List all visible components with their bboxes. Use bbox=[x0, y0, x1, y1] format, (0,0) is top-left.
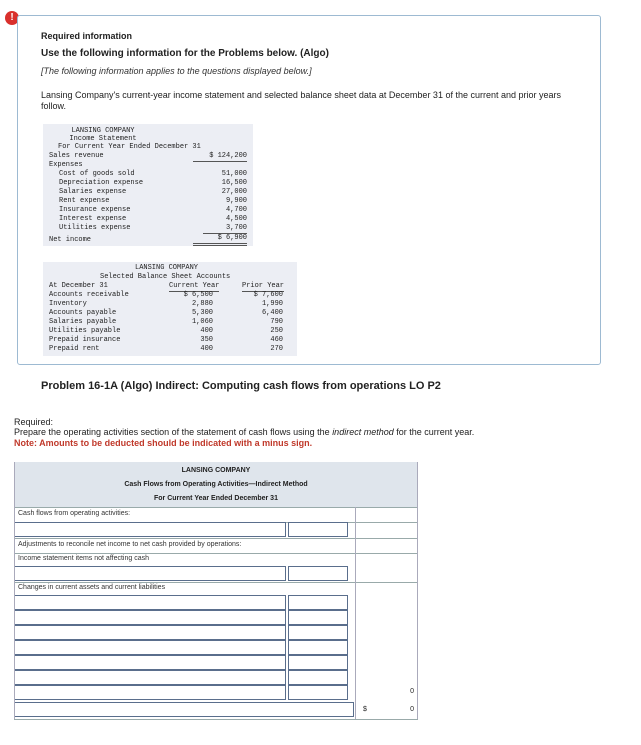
description-input[interactable] bbox=[14, 566, 286, 581]
change-row bbox=[14, 610, 418, 625]
bs-row-prior: 790 bbox=[270, 318, 283, 326]
amount-input[interactable] bbox=[288, 595, 348, 610]
total-currency: $ bbox=[363, 706, 367, 713]
bs-row-current: 5,300 bbox=[191, 309, 213, 317]
intro-text: Lansing Company's current-year income statement and selected balance sheet data at December 31 of the current and prior years follow. bbox=[41, 90, 562, 111]
description-input[interactable] bbox=[14, 625, 286, 640]
table-company: LANSING COMPANY bbox=[181, 467, 251, 474]
alert-icon: ! bbox=[5, 11, 19, 25]
problem-title: Problem 16-1A (Algo) Indirect: Computing cash flows from operations LO P2 bbox=[41, 380, 441, 392]
bs-title: Selected Balance Sheet Accounts bbox=[100, 273, 231, 281]
expense-label: Depreciation expense bbox=[59, 179, 144, 187]
applies-note: [The following information applies to the questions displayed below.] bbox=[41, 66, 312, 76]
use-line: Use the following information for the Problems below. (Algo) bbox=[41, 48, 329, 59]
bs-col-current: Current Year bbox=[169, 282, 220, 290]
description-input[interactable] bbox=[14, 640, 286, 655]
bs-col-date: At December 31 bbox=[49, 282, 108, 290]
bs-row-label: Inventory bbox=[49, 300, 87, 308]
section-noncash: Income statement items not affecting cash bbox=[18, 555, 149, 562]
total-description-input[interactable] bbox=[14, 702, 354, 717]
bs-row-label: Utilities payable bbox=[49, 327, 121, 335]
change-row bbox=[14, 670, 418, 685]
description-input[interactable] bbox=[14, 610, 286, 625]
amount-input[interactable] bbox=[288, 625, 348, 640]
is-period: For Current Year Ended December 31 bbox=[58, 143, 201, 151]
expense-value: 51,000 bbox=[221, 170, 247, 178]
total-value: 0 bbox=[410, 706, 414, 713]
sales-value: $ 124,200 bbox=[193, 152, 247, 162]
cash-flow-answer-table bbox=[14, 462, 418, 725]
bs-row-label: Accounts receivable bbox=[49, 291, 129, 299]
change-row bbox=[14, 685, 418, 700]
expense-value: 3,700 bbox=[203, 224, 247, 234]
expense-value: 27,000 bbox=[221, 188, 247, 196]
bs-row-current: 400 bbox=[200, 327, 213, 335]
bs-row-current: 400 bbox=[200, 345, 213, 353]
net-income-row bbox=[14, 522, 418, 537]
bs-row-current: 2,880 bbox=[191, 300, 213, 308]
bs-company: LANSING COMPANY bbox=[135, 264, 199, 272]
change-row bbox=[14, 625, 418, 640]
expense-label: Insurance expense bbox=[59, 206, 131, 214]
amount-input[interactable] bbox=[288, 670, 348, 685]
description-input[interactable] bbox=[14, 522, 286, 537]
section-cash-flows: Cash flows from operating activities: bbox=[18, 510, 131, 517]
bs-row-prior: 460 bbox=[270, 336, 283, 344]
bs-row-prior: 250 bbox=[270, 327, 283, 335]
description-input[interactable] bbox=[14, 655, 286, 670]
bs-col-prior: Prior Year bbox=[242, 282, 285, 290]
expense-label: Rent expense bbox=[59, 197, 110, 205]
balance-sheet bbox=[43, 262, 297, 356]
required-text: Prepare the operating activities section of the statement of cash flows using the indirect method for the current year. bbox=[14, 427, 475, 437]
expense-value: 9,900 bbox=[225, 197, 247, 205]
bs-row-prior: 6,400 bbox=[261, 309, 283, 317]
bs-row-label: Accounts payable bbox=[49, 309, 117, 317]
amount-input[interactable] bbox=[288, 655, 348, 670]
change-row bbox=[14, 640, 418, 655]
amount-input[interactable] bbox=[288, 566, 348, 581]
expense-label: Cost of goods sold bbox=[59, 170, 135, 178]
is-company: LANSING COMPANY bbox=[71, 127, 135, 135]
bs-row-current: 1,060 bbox=[191, 318, 213, 326]
table-period: For Current Year Ended December 31 bbox=[154, 495, 278, 502]
bs-row-prior: $ 7,600 bbox=[253, 291, 283, 299]
noncash-row bbox=[14, 566, 418, 581]
net-income-label: Net income bbox=[49, 236, 92, 244]
description-input[interactable] bbox=[14, 670, 286, 685]
bs-row-prior: 270 bbox=[270, 345, 283, 353]
expense-value: 16,500 bbox=[221, 179, 247, 187]
expense-label: Salaries expense bbox=[59, 188, 127, 196]
bs-row-label: Salaries payable bbox=[49, 318, 117, 326]
amount-input[interactable] bbox=[288, 685, 348, 700]
table-title: Cash Flows from Operating Activities—Indirect Method bbox=[124, 481, 308, 488]
change-row bbox=[14, 595, 418, 610]
sales-label: Sales revenue bbox=[49, 152, 104, 160]
required-label: Required: bbox=[14, 417, 54, 427]
bs-row-label: Prepaid insurance bbox=[49, 336, 121, 344]
description-input[interactable] bbox=[14, 685, 286, 700]
net-income-value: $ 6,900 bbox=[193, 234, 247, 246]
amount-input[interactable] bbox=[288, 522, 348, 537]
bs-row-current: 350 bbox=[200, 336, 213, 344]
bs-row-label: Prepaid rent bbox=[49, 345, 100, 353]
expense-value: 4,500 bbox=[225, 215, 247, 223]
minus-sign-note: Note: Amounts to be deducted should be indicated with a minus sign. bbox=[14, 438, 313, 448]
amount-input[interactable] bbox=[288, 610, 348, 625]
info-heading: Required information bbox=[41, 31, 133, 41]
expense-label: Utilities expense bbox=[59, 224, 131, 232]
bs-row-prior: 1,990 bbox=[261, 300, 283, 308]
section-changes: Changes in current assets and current liabilities bbox=[18, 584, 166, 591]
description-input[interactable] bbox=[14, 595, 286, 610]
expense-value: 4,700 bbox=[225, 206, 247, 214]
subtotal-value: 0 bbox=[410, 688, 414, 695]
amount-input[interactable] bbox=[288, 640, 348, 655]
expenses-label: Expenses bbox=[49, 161, 83, 169]
income-statement bbox=[43, 124, 253, 246]
is-title: Income Statement bbox=[69, 135, 137, 143]
bs-row-current: $ 6,500 bbox=[183, 291, 213, 299]
expense-label: Interest expense bbox=[59, 215, 127, 223]
section-adjustments: Adjustments to reconcile net income to net cash provided by operations: bbox=[18, 541, 242, 548]
total-row bbox=[14, 702, 418, 717]
change-row bbox=[14, 655, 418, 670]
